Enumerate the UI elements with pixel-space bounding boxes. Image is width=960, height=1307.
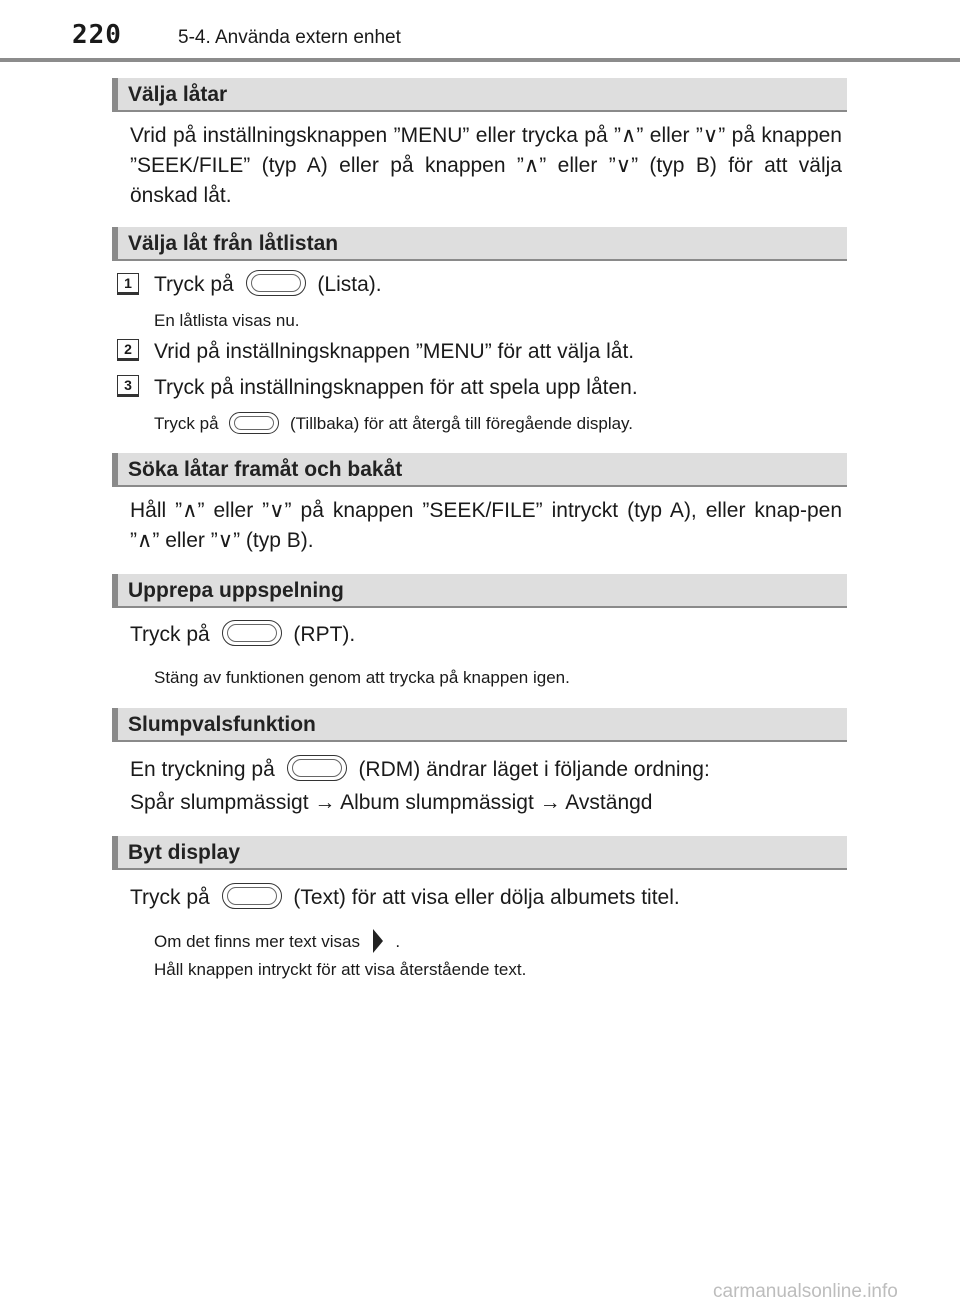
note-more-before: Om det finns mer text visas xyxy=(154,932,360,951)
note-3-after: (Tillbaka) för att återgå till föregående display. xyxy=(290,414,634,433)
note-3-before: Tryck på xyxy=(154,414,219,433)
section-heading-upprepa xyxy=(112,574,847,608)
section-title: Välja låtar xyxy=(128,83,228,106)
note-hold-button: Håll knappen intryckt för att visa återstående text. xyxy=(154,960,527,979)
slumpval-sequence: Spår slumpmässigt → Album slumpmässigt → Avstängd xyxy=(130,791,653,814)
section-heading-soka xyxy=(112,453,847,487)
note-step-1: En låtlista visas nu. xyxy=(154,311,300,330)
text-button-icon xyxy=(222,883,282,909)
note-more-after: . xyxy=(395,932,401,951)
upprepa-after: (RPT). xyxy=(293,623,356,646)
note-upprepa: Stäng av funktionen genom att trycka på knappen igen. xyxy=(154,668,570,687)
byt-display-after: (Text) för att visa eller dölja albumets titel. xyxy=(293,886,680,909)
watermark: carmanualsonline.info xyxy=(713,1281,898,1302)
section-heading-slumpval xyxy=(112,708,847,742)
step-1-after: (Lista). xyxy=(317,273,382,296)
section-heading-latlista xyxy=(112,227,847,261)
rpt-button-icon xyxy=(222,620,282,646)
byt-display-before: Tryck på xyxy=(130,886,210,909)
chapter-title: 5-4. Använda extern enhet xyxy=(178,27,401,48)
section-title: Slumpvalsfunktion xyxy=(128,713,316,736)
step-number-1: 1 xyxy=(117,273,139,295)
slumpval-text xyxy=(130,755,710,785)
section-title: Byt display xyxy=(128,841,241,864)
section-title: Välja låt från låtlistan xyxy=(128,232,339,255)
step-1-text xyxy=(154,270,382,300)
byt-display-text xyxy=(130,883,680,913)
note-step-3 xyxy=(154,411,633,437)
page-header xyxy=(0,0,960,62)
upprepa-before: Tryck på xyxy=(130,623,210,646)
step-1-before: Tryck på xyxy=(154,273,234,296)
paragraph-valja-latar: Vrid på inställningsknappen ”MENU” eller trycka på ”∧” eller ”∨” på knappen ”SEEK/FILE” (typ A) eller på knappen ”∧” eller ”∨” (typ B) för att välja önskad låt. xyxy=(130,124,842,207)
step-number-3: 3 xyxy=(117,375,139,397)
step-2-text: Vrid på inställningsknappen ”MENU” för att välja låt. xyxy=(154,340,635,363)
more-text-arrow-icon xyxy=(373,929,383,953)
slumpval-after: (RDM) ändrar läget i följande ordning: xyxy=(358,758,710,781)
section-title: Söka låtar framåt och bakåt xyxy=(128,458,403,481)
lista-button-icon xyxy=(246,270,306,296)
section-heading-valja-latar xyxy=(112,78,847,112)
tillbaka-button-icon xyxy=(229,412,279,434)
step-number-2: 2 xyxy=(117,339,139,361)
header-rule xyxy=(0,58,960,62)
section-title: Upprepa uppspelning xyxy=(128,579,344,602)
page-number: 220 xyxy=(72,20,122,50)
section-heading-byt-display xyxy=(112,836,847,870)
rdm-button-icon xyxy=(287,755,347,781)
paragraph-soka: Håll ”∧” eller ”∨” på knappen ”SEEK/FILE” intryckt (typ A), eller knap-pen ”∧” eller ”∨” (typ B). xyxy=(130,499,842,552)
step-3-text: Tryck på inställningsknappen för att spela upp låten. xyxy=(154,376,638,399)
slumpval-before: En tryckning på xyxy=(130,758,275,781)
note-more-text xyxy=(154,929,400,955)
upprepa-text xyxy=(130,620,355,650)
